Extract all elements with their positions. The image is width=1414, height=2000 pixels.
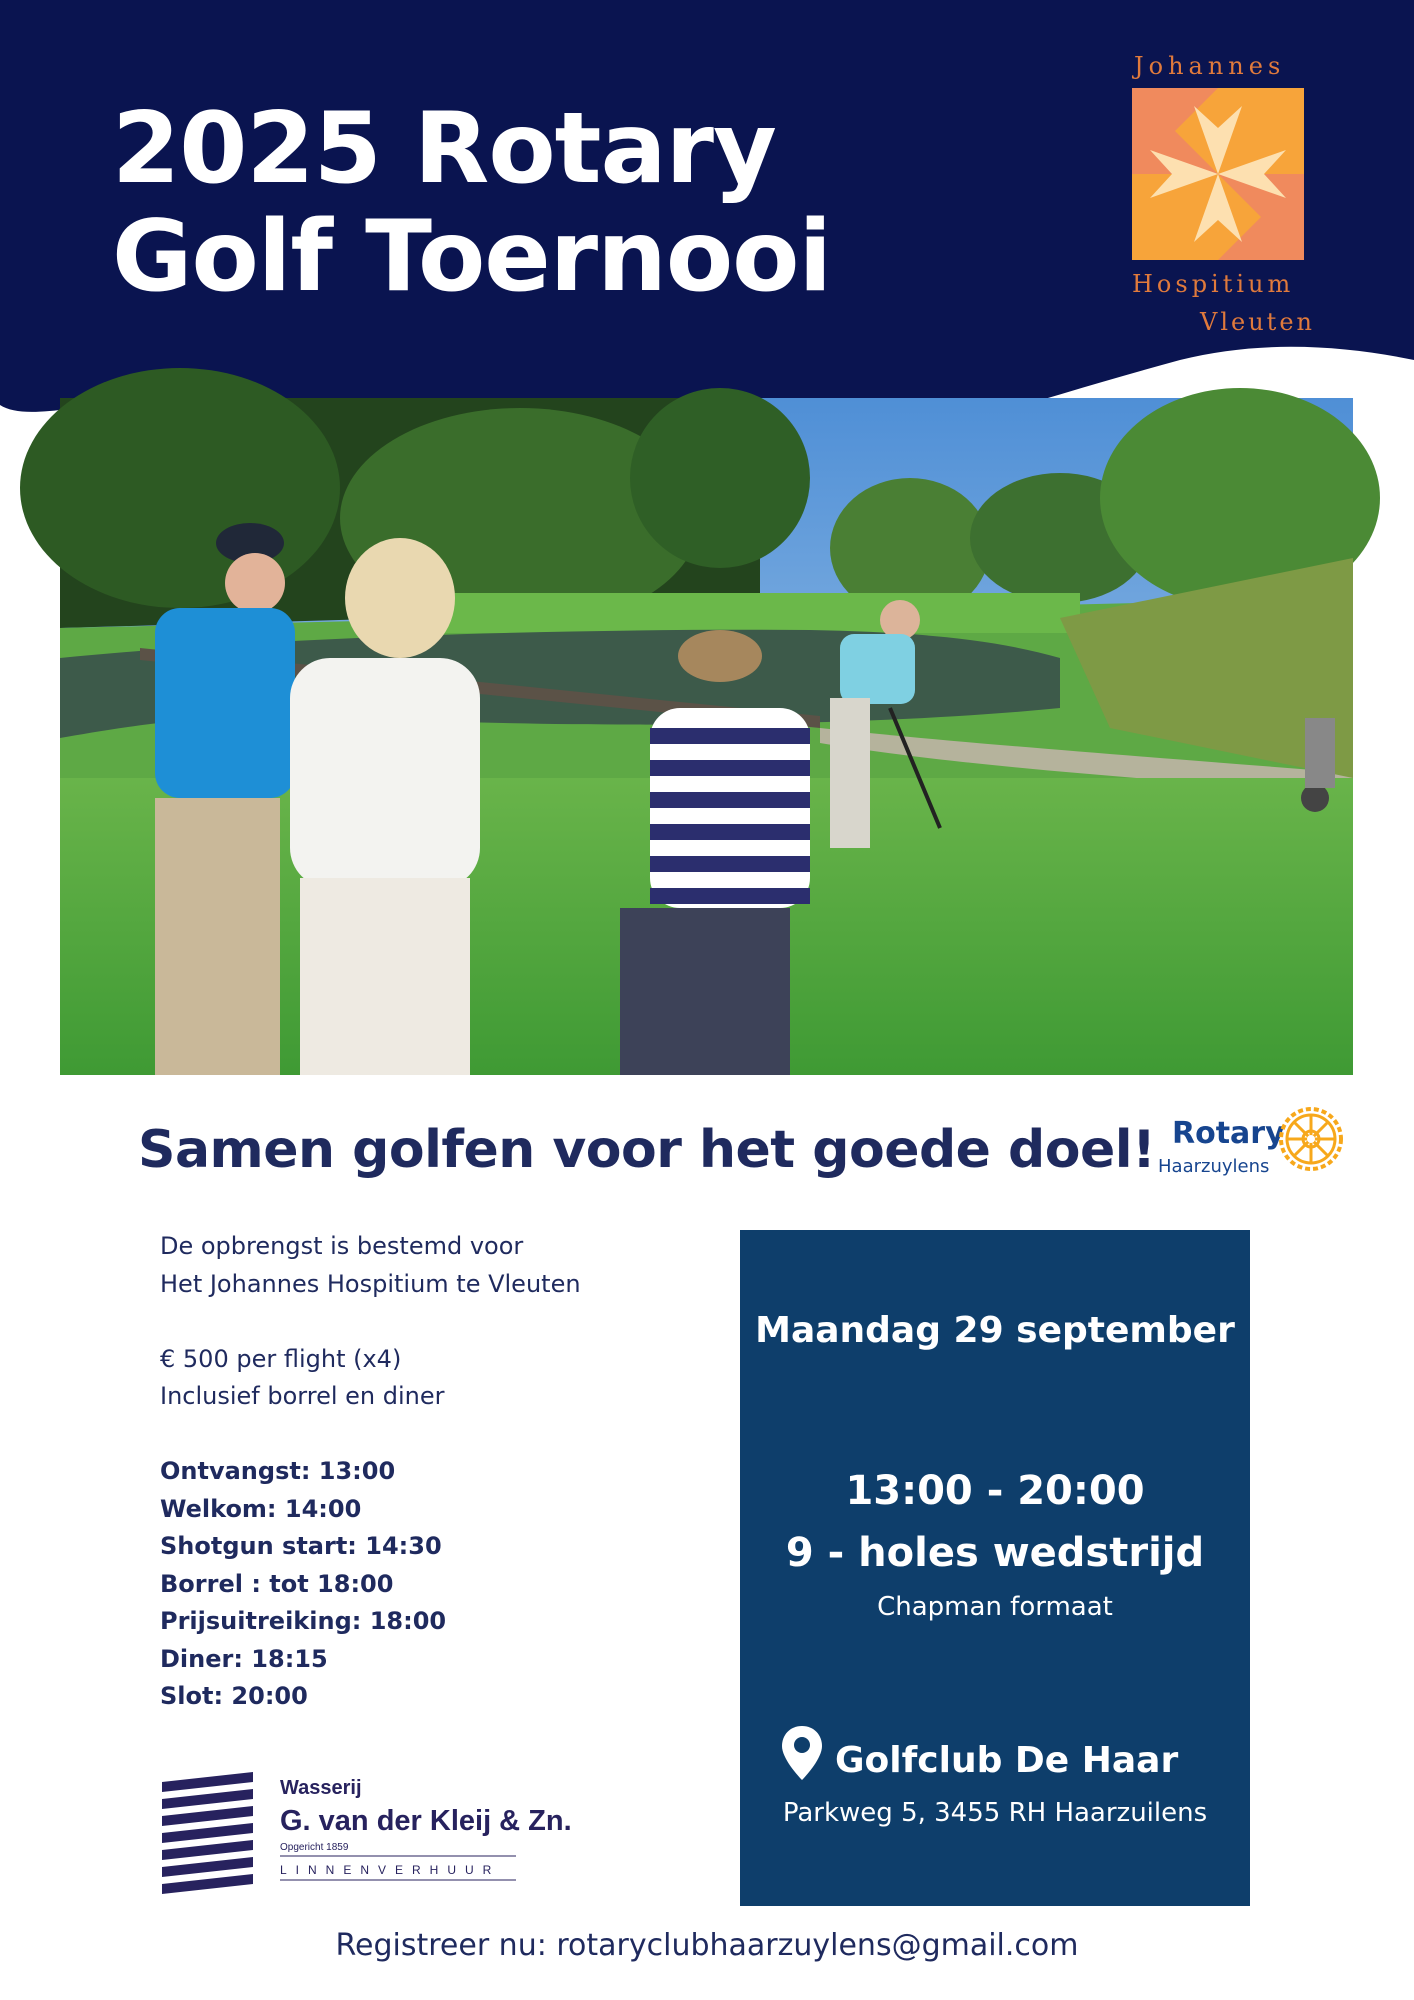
schedule-item: Borrel : tot 18:00 [160, 1569, 394, 1598]
schedule-item: Welkom: 14:00 [160, 1494, 362, 1523]
title-line-1: 2025 Rotary [112, 92, 776, 206]
event-holes: 9 - holes wedstrijd [785, 1530, 1205, 1576]
schedule-item: Slot: 20:00 [160, 1682, 308, 1710]
tagline: Samen golfen voor het goede doel! [138, 1120, 1156, 1180]
sponsor-line-1: Wasserij [280, 1777, 362, 1799]
sponsor-line-4: LINNENVERHUUR [280, 1863, 501, 1877]
schedule-item: Prijsuitreiking: 18:00 [160, 1607, 447, 1635]
golf-course-photo [60, 398, 1353, 1075]
rotary-logo-name: Rotary [1172, 1116, 1285, 1151]
event-format: Chapman formaat [877, 1592, 1113, 1622]
schedule-item: Ontvangst: 13:00 [160, 1457, 396, 1485]
location-pin-icon [780, 1724, 824, 1782]
sponsor-line-3: Opgericht 1859 [280, 1842, 349, 1853]
hospitium-cross-logo [1132, 88, 1304, 260]
price-line: € 500 per flight (x4) [160, 1344, 402, 1373]
schedule-item: Diner: 18:15 [160, 1644, 328, 1673]
hospitium-logo-bottom-text: Hospitium [1132, 270, 1295, 298]
event-details [160, 1228, 581, 1716]
sponsor-line-2: G. van der Kleij & Zn. [280, 1805, 572, 1837]
venue-name: Golfclub De Haar [835, 1740, 1179, 1781]
event-title [112, 92, 832, 314]
price-includes-line: Inclusief borrel en diner [160, 1382, 445, 1410]
rotary-wheel-icon [1278, 1106, 1344, 1172]
register-contact: Registreer nu: rotaryclubhaarzuylens@gmail.com [335, 1928, 1079, 1963]
schedule-item: Shotgun start: 14:30 [160, 1532, 442, 1560]
purpose-line-2: Het Johannes Hospitium te Vleuten [160, 1269, 581, 1298]
event-date: Maandag 29 september [755, 1310, 1235, 1351]
venue-address: Parkweg 5, 3455 RH Haarzuilens [782, 1798, 1208, 1828]
event-time: 13:00 - 20:00 [845, 1468, 1145, 1514]
wasserij-sponsor-logo [158, 1768, 572, 1908]
rotary-club-name: Haarzuylens [1158, 1156, 1270, 1177]
purpose-line-1: De opbrengst is bestemd voor [160, 1232, 524, 1260]
title-line-2: Golf Toernooi [112, 200, 832, 314]
hospitium-logo-top-text: Johannes [1134, 52, 1286, 80]
hospitium-logo-location-text: Vleuten [1200, 308, 1315, 336]
event-info-box [740, 1230, 1250, 1906]
